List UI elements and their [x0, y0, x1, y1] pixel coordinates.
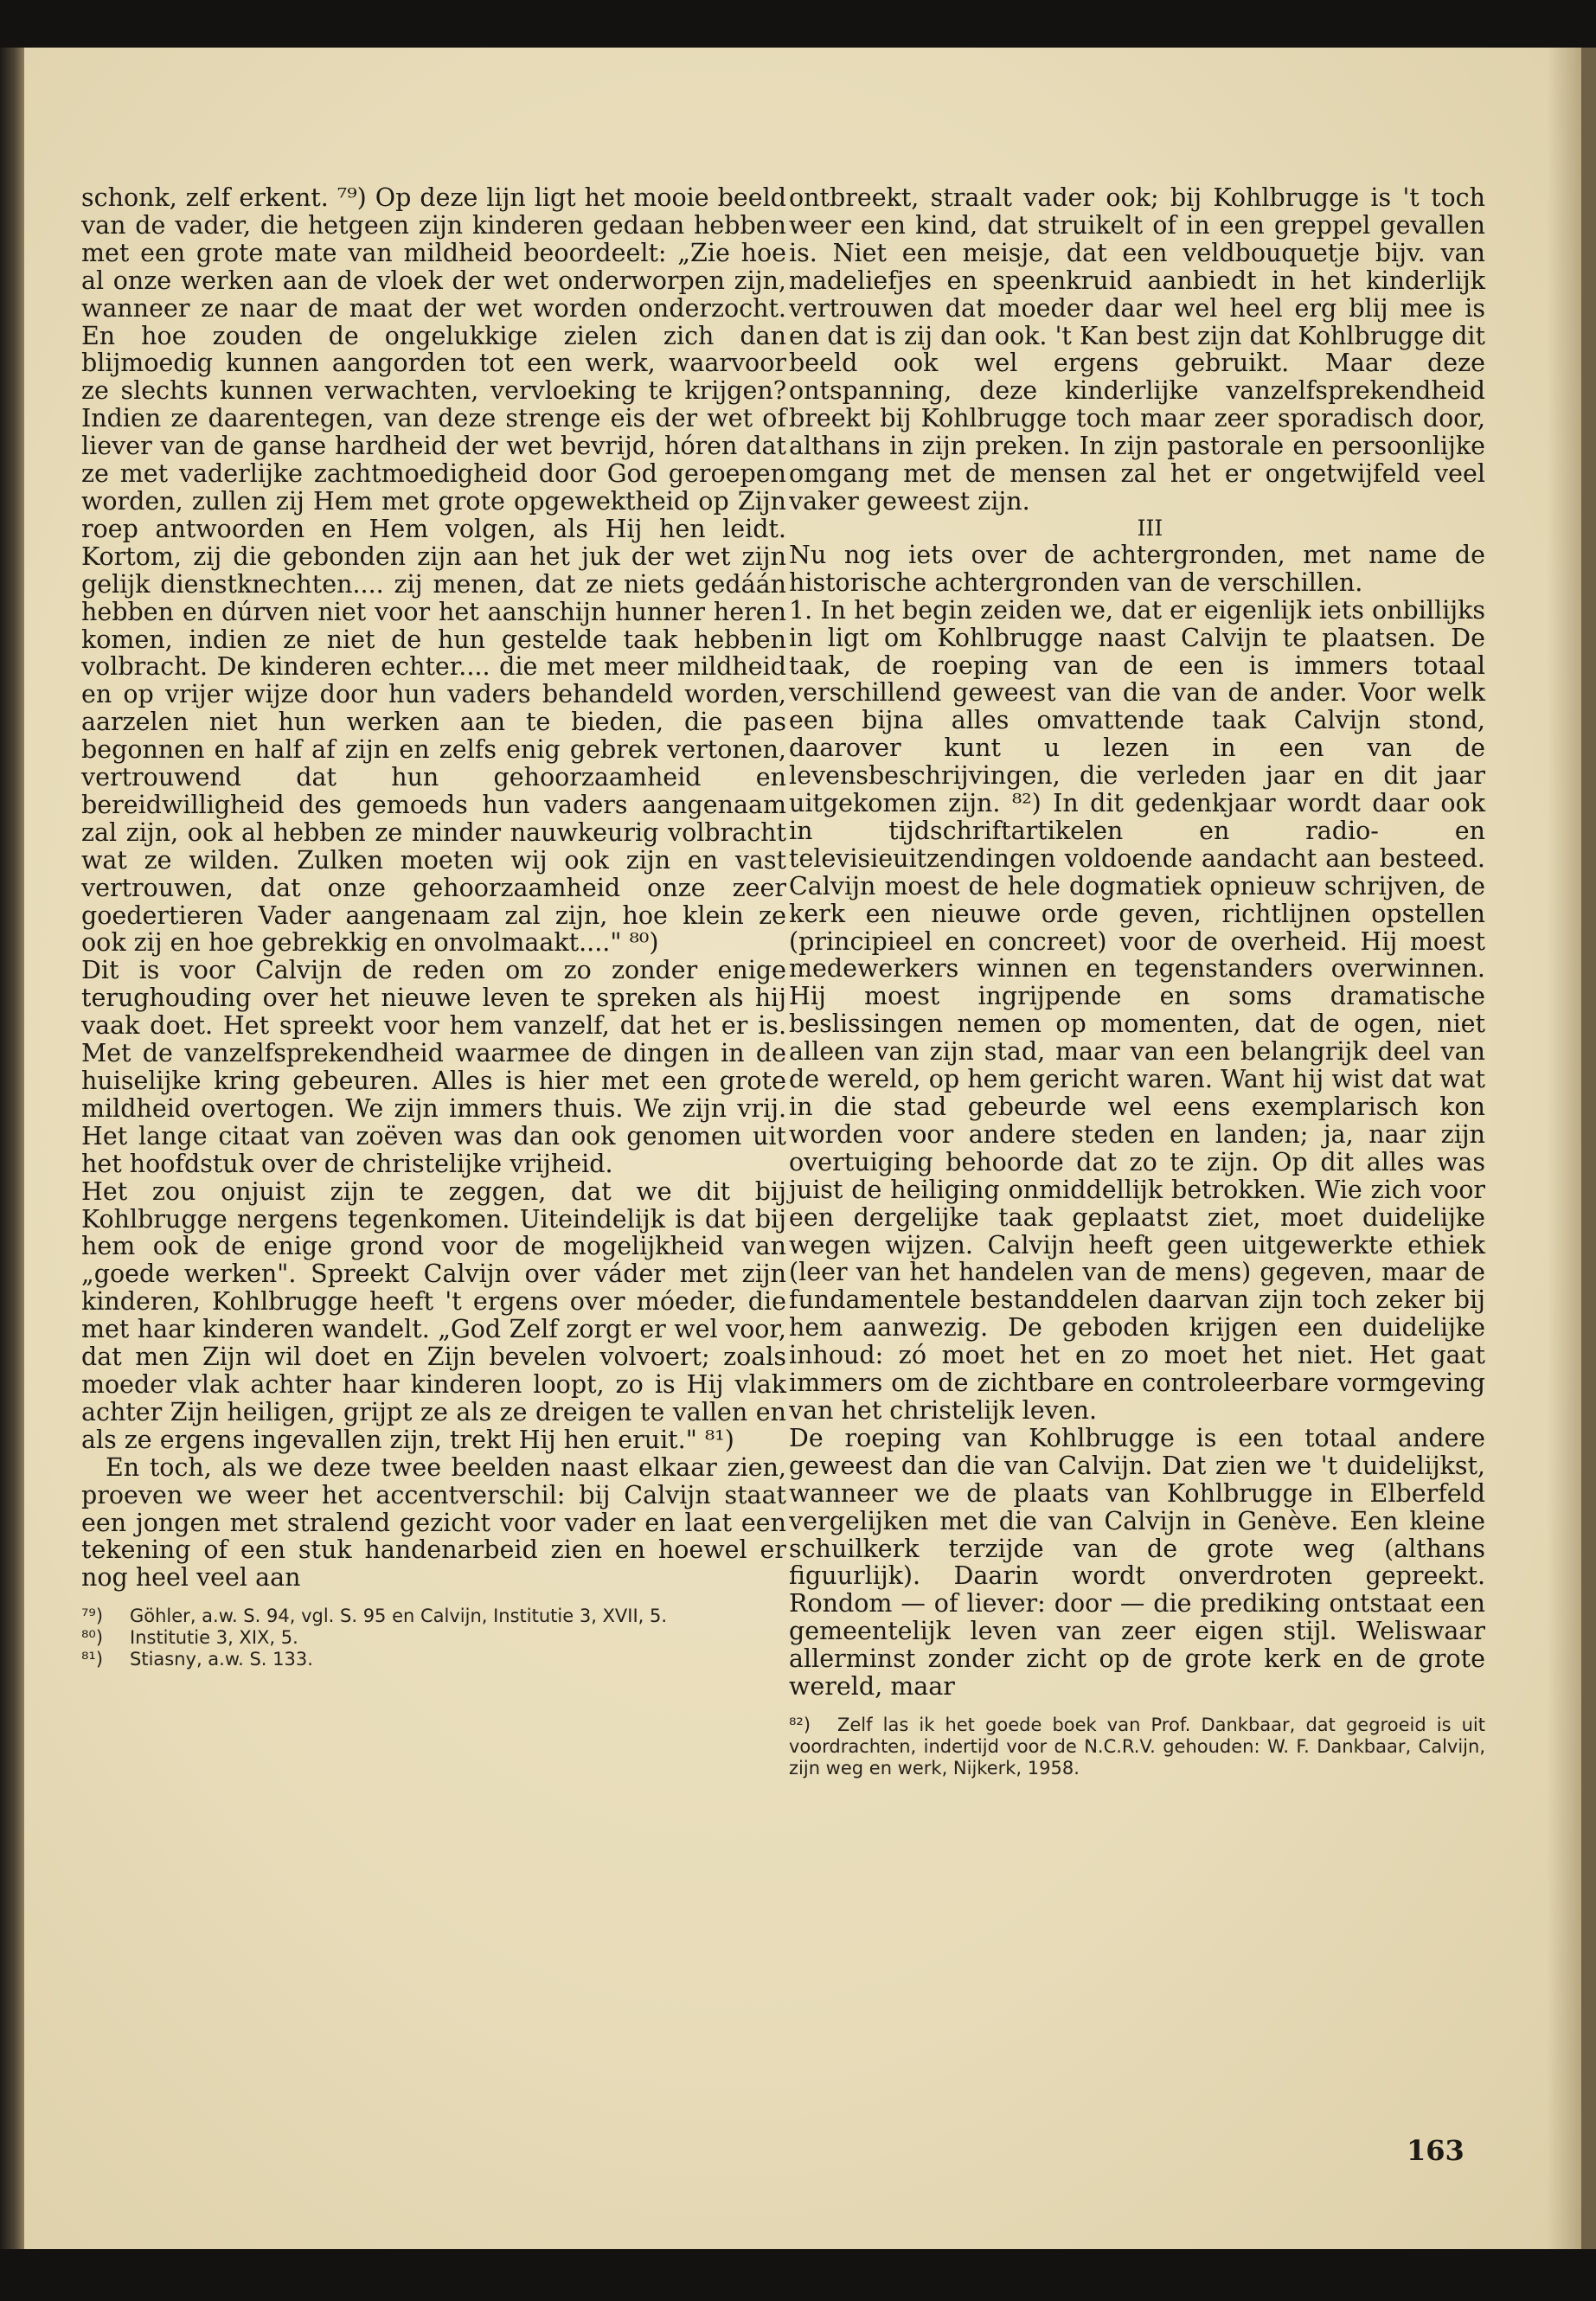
- book-spine-edge: [0, 48, 24, 2262]
- left-paragraph-3: Het zou onjuist zijn te zeggen, dat we dit bij Kohlbrugge nergens tegenkomen. Uiteindelijk is dat bij hem ook de enige grond voor de mogelijkheid van „goede werken". Spreekt Calvijn over váder met zijn kinderen, Kohlbrugge heeft 't ergens over móeder, die met haar kinderen wandelt. „God Zelf zorgt er wel voor, dat men Zijn wil doet en Zijn bevelen volvoert; zoals moeder vlak achter haar kinderen loopt, zo is Hij vlak achter Zijn heiligen, grijpt ze als ze dreigen te vallen en als ze ergens ingevallen zijn, trekt Hij hen eruit." ⁸¹): [81, 1176, 786, 1454]
- left-paragraph-4: En toch, als we deze twee beelden naast elkaar zien, proeven we weer het accentverschil: bij Calvijn staat een jongen met stralend gezicht voor vader en laat een tekening of een stuk handenarbeid zien en hoewel er nog heel veel aan: [81, 1452, 786, 1593]
- footnote-79: [81, 1606, 786, 1627]
- right-paragraph-2: Nu nog iets over de achtergronden, met name de historische achtergronden van de verschillen.: [789, 540, 1485, 597]
- footnote-80: [81, 1627, 786, 1649]
- footnote-text: Institutie 3, XIX, 5.: [130, 1627, 298, 1649]
- footnote-text: Stiasny, a.w. S. 133.: [130, 1649, 313, 1670]
- scan-right-border: [1581, 48, 1596, 2249]
- page-number: 163: [1407, 2134, 1465, 2167]
- scan-bottom-border: [0, 2249, 1596, 2301]
- footnote-82: [789, 1715, 1485, 1779]
- right-paragraph-1: ontbreekt, straalt vader ook; bij Kohlbrugge is 't toch weer een kind, dat struikelt of in een greppel gevallen is. Niet een meisje, dat een veldbouquetje bijv. van madeliefjes en speenkruid aanbiedt in het kinderlijk vertrouwen dat moeder daar wel heel erg blij mee is en dat is zij dan ook. 't Kan best zijn dat Kohlbrugge dit beeld ook wel ergens gebruikt. Maar deze ontspanning, deze kinderlijke vanzelfsprekendheid breekt bij Kohlbrugge toch maar zeer sporadisch door, althans in zijn preken. In zijn pastorale en persoonlijke omgang met de mensen zal het er ongetwijfeld veel vaker geweest zijn.: [789, 183, 1485, 516]
- section-number: III: [1137, 515, 1163, 541]
- left-footnotes: [81, 1606, 786, 1670]
- right-column: [789, 184, 1485, 1779]
- footnote-text: Zelf las ik het goede boek van Prof. Dankbaar, dat gegroeid is uit voordrachten, indertijd voor de N.C.R.V. gehouden: W. F. Dankbaar, Calvijn, zijn weg en werk, Nijkerk, 1958.: [789, 1714, 1485, 1779]
- left-paragraph-1: schonk, zelf erkent. ⁷⁹) Op deze lijn ligt het mooie beeld van de vader, die hetgeen zijn kinderen gedaan hebben met een grote mate van mildheid beoordeelt: „Zie hoe al onze werken aan de vloek der wet onderworpen zijn, wanneer ze naar de maat der wet worden onderzocht. En hoe zouden de ongelukkige zielen zich dan blijmoedig kunnen aangorden tot een werk, waarvoor ze slechts kunnen verwachten, vervloeking te krijgen? Indien ze daarentegen, van deze strenge eis der wet of liever van de ganse hardheid der wet bevrijd, hóren dat ze met vaderlijke zachtmoedigheid door God geroepen worden, zullen zij Hem met grote opgewektheid op Zijn roep antwoorden en Hem volgen, als Hij hen leidt. Kortom, zij die gebonden zijn aan het juk der wet zijn gelijk dienstknechten.... zij menen, dat ze niets gedáán hebben en dúrven niet voor het aanschijn hunner heren komen, indien ze niet de hun gestelde taak hebben volbracht. De kinderen echter.... die met meer mildheid en op vrijer wijze door hun vaders behandeld worden, aarzelen niet hun werken aan te bieden, die pas begonnen en half af zijn en zelfs enig gebrek vertonen, vertrouwend dat hun gehoorzaamheid en bereidwilligheid des gemoeds hun vaders aangenaam zal zijn, ook al hebben ze minder nauwkeurig volbracht wat ze wilden. Zulken moeten wij ook zijn en vast vertrouwen, dat onze gehoorzaamheid onze zeer goedertieren Vader aangenaam zal zijn, hoe klein ze ook zij en hoe gebrekkig en onvolmaakt...." ⁸⁰): [81, 183, 786, 958]
- footnote-mark: ⁸¹): [81, 1649, 104, 1670]
- footnote-text: Göhler, a.w. S. 94, vgl. S. 95 en Calvijn, Institutie 3, XVII, 5.: [130, 1606, 668, 1627]
- footnote-81: [81, 1649, 786, 1670]
- footnote-mark: ⁸⁰): [81, 1627, 104, 1649]
- book-page: [24, 48, 1581, 2249]
- footnote-mark: ⁸²): [789, 1714, 811, 1735]
- right-footnotes: [789, 1715, 1485, 1779]
- left-column: [81, 184, 786, 1670]
- right-paragraph-4: De roeping van Kohlbrugge is een totaal andere geweest dan die van Calvijn. Dat zien we 't duidelijkst, wanneer we de plaats van Kohlbrugge in Elberfeld vergelijken met die van Calvijn in Genève. Een kleine schuilkerk terzijde van de grote weg (althans figuurlijk). Daarin wordt onverdroten gepreekt. Rondom — of liever: door — die prediking ontstaat een gemeentelijk leven van zeer eigen stijl. Weliswaar allerminst zonder zicht op de grote kerk en de grote wereld, maar: [789, 1423, 1485, 1702]
- right-paragraph-3: 1. In het begin zeiden we, dat er eigenlijk iets onbillijks in ligt om Kohlbrugge naast Calvijn te plaatsen. De taak, de roeping van de een is immers totaal verschillend geweest van die van de ander. Voor welk een bijna alles omvattende taak Calvijn stond, daarover kunt u lezen in een van de levensbeschrijvingen, die verleden jaar en dit jaar uitgekomen zijn. ⁸²) In dit gedenkjaar wordt daar ook in tijdschriftartikelen en radio- en televisieuitzendingen voldoende aandacht aan besteed. Calvijn moest de hele dogmatiek opnieuw schrijven, de kerk een nieuwe orde geven, richtlijnen opstellen (principieel en concreet) voor de overheid. Hij moest medewerkers winnen en tegenstanders overwinnen. Hij moest ingrijpende en soms dramatische beslissingen nemen op momenten, dat de ogen, niet alleen van zijn stad, maar van een belangrijk deel van de wereld, op hem gericht waren. Want hij wist dat wat in die stad gebeurde wel eens exemplarisch kon worden voor andere steden en landen; ja, naar zijn overtuiging behoorde dat zo te zijn. Op dit alles was juist de heiliging onmiddellijk betrokken. Wie zich voor een dergelijke taak geplaatst ziet, moet duidelijke wegen wijzen. Calvijn heeft geen uitgewerkte ethiek (leer van het handelen van de mens) gegeven, maar de fundamentele bestanddelen daarvan zijn toch zeker bij hem aanwezig. De geboden krijgen een duidelijke inhoud: zó moet het en zo moet het niet. Het gaat immers om de zichtbare en controleerbare vormgeving van het christelijk leven.: [789, 595, 1485, 1425]
- left-paragraph-2: Dit is voor Calvijn de reden om zo zonder enige terughouding over het nieuwe leven te spreken als hij vaak doet. Het spreekt voor hem vanzelf, dat het er is. Met de vanzelfsprekendheid waarmee de dingen in de huiselijke kring gebeuren. Alles is hier met een grote mildheid overtogen. We zijn immers thuis. We zijn vrij. Het lange citaat van zoëven was dan ook genomen uit het hoofdstuk over de christelijke vrijheid.: [81, 956, 786, 1178]
- scan-top-border: [0, 0, 1596, 48]
- footnote-mark: ⁷⁹): [81, 1606, 104, 1627]
